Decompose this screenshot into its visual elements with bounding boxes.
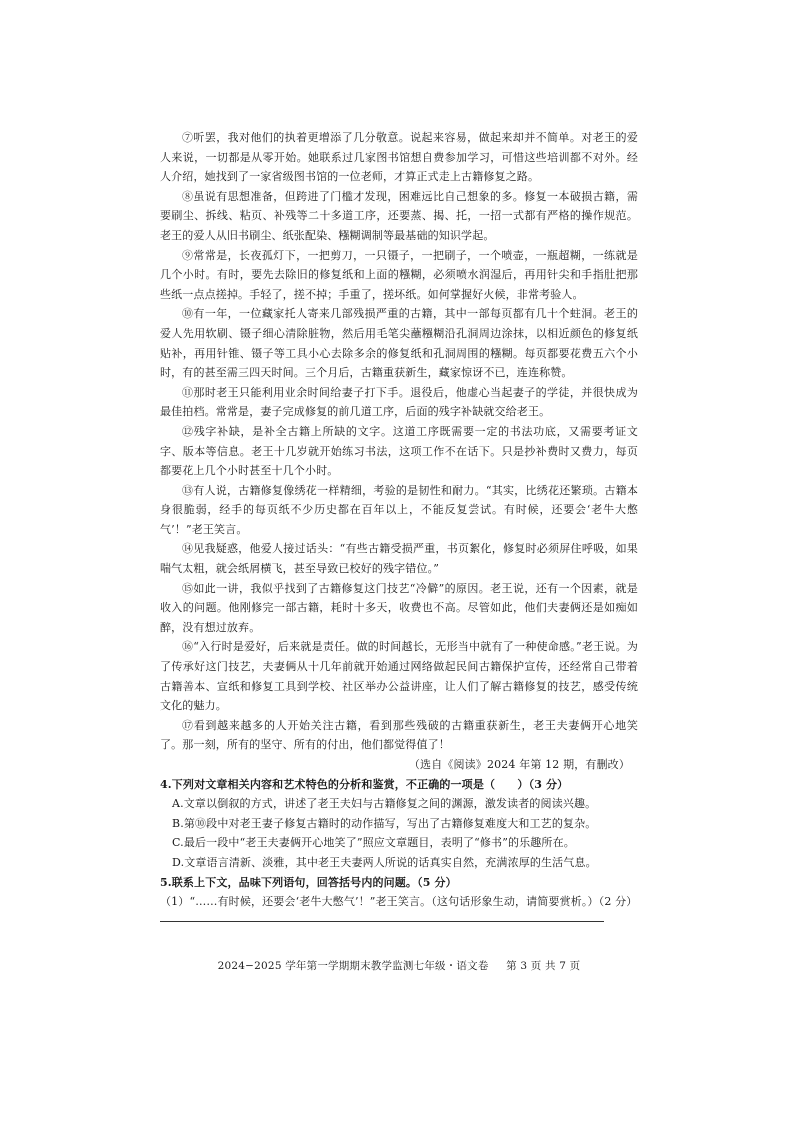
question-5-stem: 5.联系上下文，品味下列语句，回答括号内的问题。（5 分）	[160, 875, 457, 889]
paragraph-14: ⑭见我疑惑，他爱人接过话头：“有些古籍受损严重，书页絮化，修复时必须屏住呼吸，如果喘气太粗，就会纸屑横飞，甚至导致已校好的残字错位。”	[160, 542, 638, 576]
paragraph-17: ⑰看到越来越多的人开始关注古籍，看到那些残破的古籍重获新生，老王夫妻俩开心地笑了。那一刻，所有的坚守、所有的付出，他们都觉得值了！	[160, 718, 638, 752]
source-citation: （选自《阅读》2024 年第 12 期，有删改）	[408, 758, 630, 771]
paragraph-9: ⑨常常是，长夜孤灯下，一把剪刀，一只镊子，一把刷子，一个喷壶，一瓶超糊，一练就是几个小时。有时，要先去除旧的修复纸和上面的糨糊，必须喷水润湿后，再用针尖和手指肚把那些纸一点点搓掉。手轻了，搓不掉；手重了，搓坏纸。如何掌握好火候，非常考验人。	[160, 248, 638, 301]
paragraph-11: ⑪那时老王只能利用业余时间给妻子打下手。退役后，他虚心当起妻子的学徒，并很快成为最佳拍档。常常是，妻子完成修复的前几道工序，后面的残字补缺就交给老王。	[160, 385, 638, 419]
paragraph-10: ⑩有一年，一位藏家托人寄来几部残损严重的古籍，其中一部每页都有几十个蛀洞。老王的爱人先用软刷、镊子细心清除脏物，然后用毛笔尖蘸糨糊沿孔洞周边涂抹，以相近颜色的修复纸贴补，再用针锥、镊子等工具小心去除多余的修复纸和孔洞周围的糨糊。每页都要花费五六个小时，有的甚至需三四天时间。三个月后，古籍重获新生，藏家惊讶不已，连连称赞。	[160, 307, 638, 380]
question-4-stem: 4.下列对文章相关内容和艺术特色的分析和鉴赏，不正确的一项是（ ）（3 分）	[160, 777, 569, 791]
question-4-option-d: D.文章语言清新、淡雅，其中老王夫妻两人所说的话真实自然，充满浓厚的生活气息。	[172, 855, 597, 869]
paragraph-8: ⑧虽说有思想准备，但跨进了门槛才发现，困难远比自己想象的多。修复一本破损古籍，需要刷尘、拆线、粘页、补残等二十多道工序，还要蒸、揭、托，一招一式都有严格的操作规范。老王的爱人从旧书刷尘、纸张配染、糨糊调制等最基础的知识学起。	[160, 189, 638, 242]
paragraph-16: ⑯“入行时是爱好，后来就是责任。做的时间越长，无形当中就有了一种使命感。”老王说。为了传承好这门技艺，夫妻俩从十几年前就开始通过网络做起民间古籍保护宣传，还经常自己带着古籍善本、宣纸和修复工具到学校、社区举办公益讲座，让人们了解古籍修复的技艺，感受传统文化的魅力。	[160, 640, 638, 713]
reading-passage	[160, 128, 638, 912]
paragraph-13: ⑬有人说，古籍修复像绣花一样精细，考验的是韧性和耐力。“其实，比绣花还繁琐。古籍本身很脆弱，经手的每页纸不少历史都在百年以上，不能反复尝试。有时候，还要会‘老牛大憋气’！”老王笑言。	[160, 483, 638, 536]
question-4-option-b: B.第⑩段中对老王妻子修复古籍时的动作描写，写出了古籍修复难度大和工艺的复杂。	[172, 816, 597, 830]
question-4-option-c: C.最后一段中“老王夫妻俩开心地笑了”照应文章题目，表明了“修书”的乐趣所在。	[172, 836, 575, 850]
answer-line	[160, 921, 604, 922]
question-4-option-a: A.文章以倒叙的方式，讲述了老王夫妇与古籍修复之间的渊源，激发读者的阅读兴趣。	[172, 797, 597, 811]
footer-page-number: 第 3 页 共 7 页	[506, 960, 581, 972]
paragraph-15: ⑮如此一讲，我似乎找到了古籍修复这门技艺“冷僻”的原因。老王说，还有一个因素，就是收入的问题。他刚修完一部古籍，耗时十多天，收费也不高。尽管如此，他们夫妻俩还是如痴如醉，没有想过放弃。	[160, 581, 638, 634]
paragraph-12: ⑫残字补缺，是补全古籍上所缺的文字。这道工序既需要一定的书法功底，又需要考证文字、版本等信息。老王十几岁就开始练习书法，这项工作不在话下。只是抄补费时又费力，每页都要花上几个小时甚至十几个小时。	[160, 424, 638, 478]
page-footer	[160, 958, 638, 973]
footer-exam-title: 2024−2025 学年第一学期期末教学监测七年级・语文卷	[217, 960, 489, 972]
paragraph-7: ⑦听罢，我对他们的执着更增添了几分敬意。说起来容易，做起来却并不简单。对老王的爱人来说，一切都是从零开始。她联系过几家图书馆想自费参加学习，可惜这些培训都不对外。经人介绍，她找到了一家省级图书馆的一位老师，才算正式走上古籍修复之路。	[160, 131, 638, 184]
question-5-sub-1: （1）“……有时候，还要会‘老牛大憋气’！”老王笑言。（这句话形象生动，请简要赏析。）（2 分）	[160, 895, 638, 909]
